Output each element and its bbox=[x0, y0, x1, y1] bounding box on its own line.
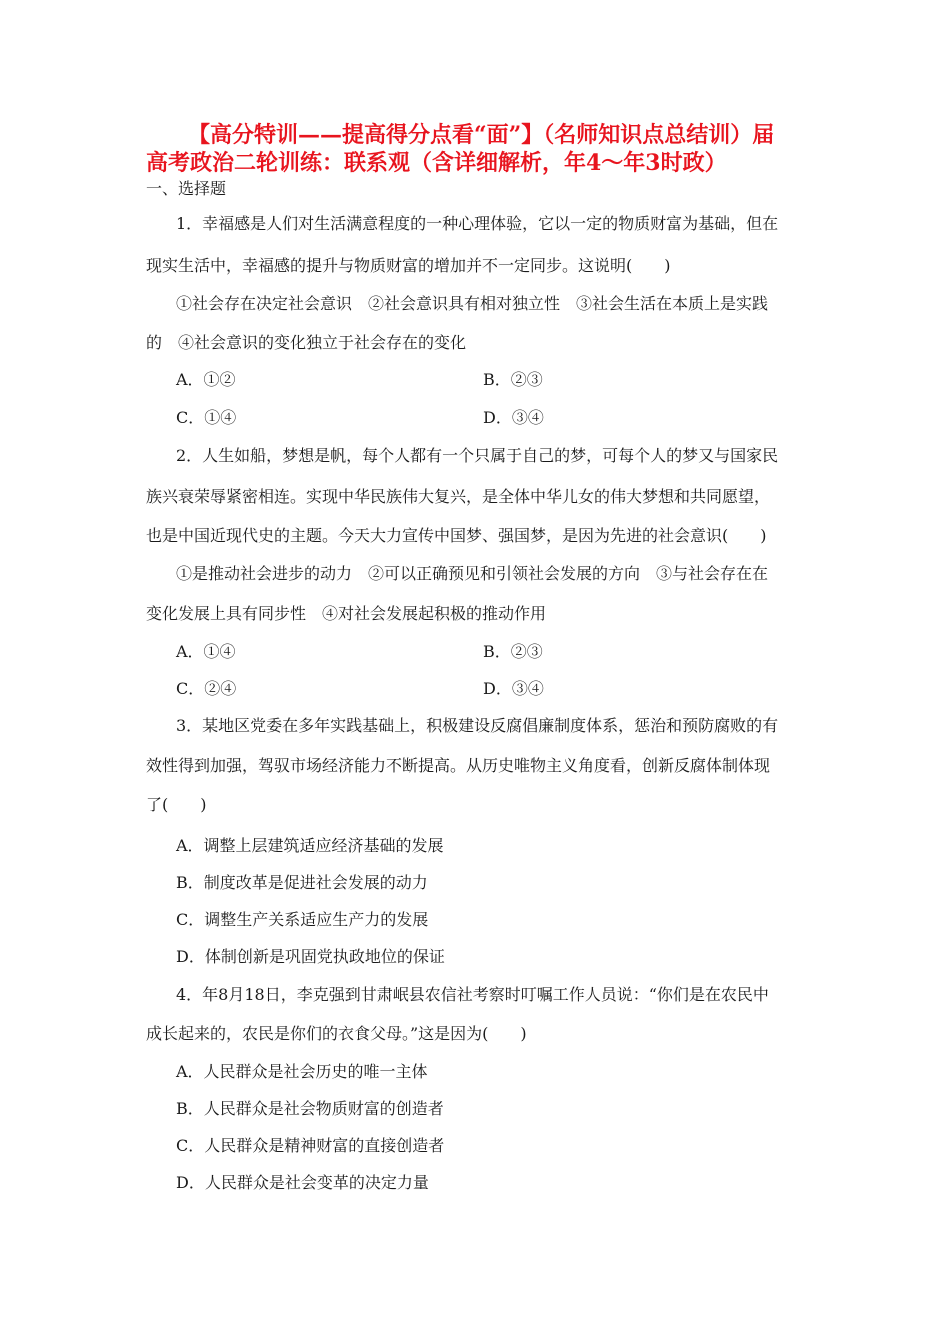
q3-stem-line-1: 3．某地区党委在多年实践基础上，积极建设反腐倡廉制度体系，惩治和预防腐败的有 bbox=[176, 716, 779, 735]
q2-option-b: B．②③ bbox=[483, 642, 543, 661]
q4-option-d: D．人民群众是社会变革的决定力量 bbox=[176, 1173, 429, 1192]
q4-option-b: B．人民群众是社会物质财富的创造者 bbox=[176, 1099, 444, 1118]
q1-option-d: D．③④ bbox=[483, 408, 544, 427]
q4-option-a: A．人民群众是社会历史的唯一主体 bbox=[176, 1062, 428, 1081]
q1-stem-line-1: 1．幸福感是人们对生活满意程度的一种心理体验，它以一定的物质财富为基础，但在 bbox=[176, 214, 779, 233]
q3-option-b: B．制度改革是促进社会发展的动力 bbox=[176, 873, 428, 892]
q3-stem-line-2: 效性得到加强，驾驭市场经济能力不断提高。从历史唯物主义角度看，创新反腐体制体现 bbox=[146, 756, 771, 775]
q2-stem-line-1: 2．人生如船，梦想是帆，每个人都有一个只属于自己的梦，可每个人的梦又与国家民 bbox=[176, 446, 779, 465]
q1-option-b: B．②③ bbox=[483, 370, 543, 389]
q3-option-c: C．调整生产关系适应生产力的发展 bbox=[176, 910, 429, 929]
q2-items-line-2: 变化发展上具有同步性 ④对社会发展起积极的推动作用 bbox=[146, 604, 547, 623]
q1-stem-line-2: 现实生活中，幸福感的提升与物质财富的增加并不一定同步。这说明( ) bbox=[146, 256, 671, 275]
q1-option-a: A．①② bbox=[176, 370, 236, 389]
q2-option-c: C．②④ bbox=[176, 679, 237, 698]
q2-option-a: A．①④ bbox=[176, 642, 236, 661]
section-heading: 一、选择题 bbox=[146, 179, 227, 198]
q4-stem-line-2: 成长起来的，农民是你们的衣食父母。”这是因为( ) bbox=[146, 1024, 527, 1043]
q2-stem-line-2: 族兴衰荣辱紧密相连。实现中华民族伟大复兴，是全体中华儿女的伟大梦想和共同愿望， bbox=[146, 487, 771, 506]
q2-option-d: D．③④ bbox=[483, 679, 544, 698]
q4-option-c: C．人民群众是精神财富的直接创造者 bbox=[176, 1136, 445, 1155]
doc-title-line-1: 【高分特训——提高得分点看“面”】（名师知识点总结训）届 bbox=[188, 122, 775, 148]
q2-items-line-1: ①是推动社会进步的动力 ②可以正确预见和引领社会发展的方向 ③与社会存在在 bbox=[176, 564, 769, 583]
q2-stem-line-3: 也是中国近现代史的主题。今天大力宣传中国梦、强国梦，是因为先进的社会意识( ) bbox=[146, 526, 767, 545]
q3-option-a: A．调整上层建筑适应经济基础的发展 bbox=[176, 836, 444, 855]
q3-stem-line-3: 了( ) bbox=[146, 795, 207, 814]
q1-items-line-2: 的 ④社会意识的变化独立于社会存在的变化 bbox=[146, 333, 467, 352]
q4-stem-line-1: 4．年8月18日，李克强到甘肃岷县农信社考察时叮嘱工作人员说：“你们是在农民中 bbox=[176, 985, 769, 1004]
doc-title-line-2: 高考政治二轮训练：联系观（含详细解析，年4～年3时政） bbox=[146, 150, 727, 176]
q3-option-d: D．体制创新是巩固党执政地位的保证 bbox=[176, 947, 445, 966]
q1-option-c: C．①④ bbox=[176, 408, 237, 427]
q1-items-line-1: ①社会存在决定社会意识 ②社会意识具有相对独立性 ③社会生活在本质上是实践 bbox=[176, 294, 769, 313]
